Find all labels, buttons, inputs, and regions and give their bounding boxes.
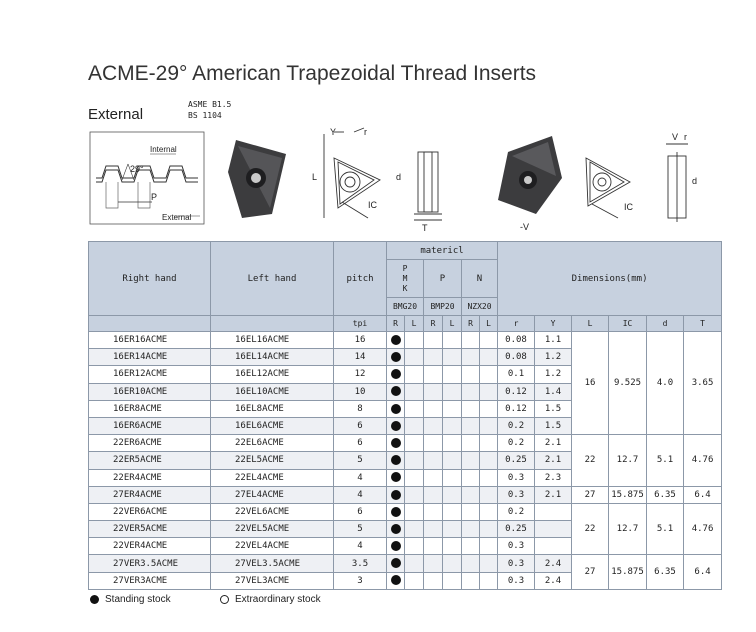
stock-grade2-r	[424, 417, 443, 434]
stock-grade1-l	[405, 521, 424, 538]
stock-grade1-r	[387, 572, 405, 589]
stock-grade2-r	[424, 538, 443, 555]
dim-y-value	[535, 521, 572, 538]
dim-l-value: 27	[572, 486, 609, 503]
stock-grade2-l	[443, 503, 462, 520]
legend-extraordinary-label: Extraordinary stock	[235, 594, 321, 605]
stock-grade2-r	[424, 521, 443, 538]
stock-grade3-r	[462, 486, 480, 503]
dim-y-value: 1.2	[535, 366, 572, 383]
dim-r-value: 0.3	[498, 469, 535, 486]
standing-stock-dot-icon	[391, 541, 401, 551]
pitch-tpi: 16	[334, 332, 387, 349]
stock-grade1-r	[387, 366, 405, 383]
left-hand-code: 27EL4ACME	[211, 486, 334, 503]
stock-grade3-r	[462, 417, 480, 434]
header-group-pmk: P M K	[387, 260, 424, 298]
table-row	[89, 332, 722, 349]
header-right-hand: Right hand	[89, 242, 211, 316]
left-hand-code: 27VEL3.5ACME	[211, 555, 334, 572]
dim-r-value: 0.3	[498, 486, 535, 503]
dim-ic-value: 12.7	[609, 503, 647, 555]
dim-t-value: 6.4	[684, 486, 722, 503]
stock-grade3-l	[480, 469, 498, 486]
angle-label: 29°	[130, 164, 144, 174]
stock-grade3-r	[462, 383, 480, 400]
stock-grade1-l	[405, 469, 424, 486]
dim-y-value: 2.4	[535, 555, 572, 572]
header-grade-bmp20: BMP20	[424, 298, 462, 316]
stock-grade1-r	[387, 521, 405, 538]
dim-y-value: 1.4	[535, 383, 572, 400]
header-grade-bmg20: BMG20	[387, 298, 424, 316]
pitch-tpi: 4	[334, 486, 387, 503]
dim-d-value: 6.35	[647, 486, 684, 503]
right-hand-code: 27ER4ACME	[89, 486, 211, 503]
header-pitch: pitch	[334, 242, 387, 316]
left-hand-code: 22VEL4ACME	[211, 538, 334, 555]
stock-grade1-r	[387, 469, 405, 486]
header-grade1-r: R	[387, 316, 405, 332]
pitch-tpi: 12	[334, 366, 387, 383]
header-dimensions: Dimensions(mm)	[498, 242, 722, 316]
stock-grade3-l	[480, 486, 498, 503]
dim-l-value: 16	[572, 332, 609, 435]
stock-grade3-r	[462, 366, 480, 383]
right-hand-code: 22VER5ACME	[89, 521, 211, 538]
stock-grade2-r	[424, 503, 443, 520]
stock-grade1-l	[405, 349, 424, 366]
left-hand-code: 16EL16ACME	[211, 332, 334, 349]
insert-photo-1	[228, 140, 286, 218]
left-hand-code: 16EL6ACME	[211, 417, 334, 434]
stock-grade3-r	[462, 572, 480, 589]
legend-standing-label: Standing stock	[105, 594, 171, 605]
dim-r-value: 0.1	[498, 366, 535, 383]
stock-grade3-l	[480, 435, 498, 452]
stock-grade1-l	[405, 503, 424, 520]
dim-l-value: 22	[572, 503, 609, 555]
dim-d-label: d	[396, 172, 402, 182]
dim-r-value: 0.3	[498, 555, 535, 572]
stock-grade2-r	[424, 400, 443, 417]
left-hand-code: 22EL5ACME	[211, 452, 334, 469]
stock-grade2-l	[443, 332, 462, 349]
stock-grade1-r	[387, 383, 405, 400]
dim-l-value: 22	[572, 435, 609, 487]
stock-grade2-r	[424, 486, 443, 503]
header-grade2-r: R	[424, 316, 443, 332]
right-hand-code: 16ER14ACME	[89, 349, 211, 366]
stock-grade1-l	[405, 435, 424, 452]
pitch-tpi: 8	[334, 400, 387, 417]
stock-grade2-r	[424, 383, 443, 400]
stock-grade3-l	[480, 383, 498, 400]
dim-y-value: 2.3	[535, 469, 572, 486]
table-row	[89, 486, 722, 503]
stock-grade2-r	[424, 452, 443, 469]
stock-grade1-l	[405, 400, 424, 417]
dim-r-value: 0.08	[498, 349, 535, 366]
right-hand-code: 22ER6ACME	[89, 435, 211, 452]
stock-grade2-l	[443, 417, 462, 434]
dim-d-value: 5.1	[647, 435, 684, 487]
header-tpi: tpi	[334, 316, 387, 332]
right-hand-code: 16ER16ACME	[89, 332, 211, 349]
standing-stock-dot-icon	[391, 352, 401, 362]
stock-grade1-r	[387, 538, 405, 555]
left-hand-code: 16EL14ACME	[211, 349, 334, 366]
dim-r-label-2: r	[684, 132, 687, 142]
dim-r-label: r	[364, 127, 367, 137]
stock-grade2-l	[443, 383, 462, 400]
left-hand-code: 16EL10ACME	[211, 383, 334, 400]
stock-grade3-r	[462, 452, 480, 469]
left-hand-code: 27VEL3ACME	[211, 572, 334, 589]
section-subtitle: External	[88, 106, 144, 123]
dim-ic-value: 15.875	[609, 486, 647, 503]
dim-l-value: 27	[572, 555, 609, 589]
table-row	[89, 435, 722, 452]
pitch-tpi: 4	[334, 538, 387, 555]
dim-y-value: 1.2	[535, 349, 572, 366]
right-hand-code: 16ER8ACME	[89, 400, 211, 417]
dim-d-value: 4.0	[647, 332, 684, 435]
stock-grade1-l	[405, 486, 424, 503]
insert-drawings	[88, 122, 728, 238]
header-material: matericl	[387, 242, 498, 260]
stock-grade3-r	[462, 521, 480, 538]
header-left-hand: Left hand	[211, 242, 334, 316]
dim-y-value	[535, 503, 572, 520]
stock-grade3-l	[480, 538, 498, 555]
header-blank-lh	[211, 316, 334, 332]
pitch-tpi: 3.5	[334, 555, 387, 572]
empty-circle-icon	[220, 595, 229, 604]
right-hand-code: 16ER6ACME	[89, 417, 211, 434]
standing-stock-dot-icon	[391, 369, 401, 379]
table-row	[89, 503, 722, 520]
dim-ic-label-2: IC	[624, 202, 633, 212]
filled-dot-icon	[90, 595, 99, 604]
stock-grade2-r	[424, 435, 443, 452]
dim-r-value: 0.12	[498, 383, 535, 400]
stock-grade1-r	[387, 435, 405, 452]
right-hand-code: 22ER5ACME	[89, 452, 211, 469]
dim-d-value: 5.1	[647, 503, 684, 555]
pitch-tpi: 6	[334, 417, 387, 434]
stock-grade2-r	[424, 572, 443, 589]
dim-y-value: 2.1	[535, 435, 572, 452]
stock-grade1-l	[405, 332, 424, 349]
dim-r-value: 0.12	[498, 400, 535, 417]
legend-standing	[90, 594, 171, 605]
stock-grade1-l	[405, 383, 424, 400]
stock-grade3-l	[480, 417, 498, 434]
header-grade-nzx20: NZX20	[462, 298, 498, 316]
standing-stock-dot-icon	[391, 455, 401, 465]
dim-y-value: 1.1	[535, 332, 572, 349]
stock-grade3-r	[462, 555, 480, 572]
right-hand-code: 16ER10ACME	[89, 383, 211, 400]
stock-grade3-l	[480, 349, 498, 366]
stock-grade1-l	[405, 417, 424, 434]
stock-grade2-l	[443, 469, 462, 486]
pitch-tpi: 3	[334, 572, 387, 589]
stock-grade3-l	[480, 503, 498, 520]
stock-grade1-l	[405, 452, 424, 469]
table-body	[89, 332, 722, 590]
stock-grade2-l	[443, 538, 462, 555]
dim-ic-value: 15.875	[609, 555, 647, 589]
right-hand-code: 22VER6ACME	[89, 503, 211, 520]
dim-r-value: 0.2	[498, 417, 535, 434]
stock-grade3-l	[480, 452, 498, 469]
stock-grade1-l	[405, 572, 424, 589]
v-label: -V	[520, 222, 529, 232]
stock-grade3-l	[480, 521, 498, 538]
dim-t-value: 4.76	[684, 503, 722, 555]
left-hand-code: 22VEL5ACME	[211, 521, 334, 538]
dim-y-value: 1.5	[535, 417, 572, 434]
pitch-tpi: 14	[334, 349, 387, 366]
stock-grade3-r	[462, 538, 480, 555]
pitch-tpi: 6	[334, 435, 387, 452]
stock-grade3-r	[462, 349, 480, 366]
stock-grade3-l	[480, 332, 498, 349]
header-dim-d: d	[647, 316, 684, 332]
header-dim-ic: IC	[609, 316, 647, 332]
standing-stock-dot-icon	[391, 558, 401, 568]
stock-grade3-r	[462, 332, 480, 349]
dim-ic-value: 9.525	[609, 332, 647, 435]
stock-grade1-r	[387, 417, 405, 434]
stock-grade2-l	[443, 486, 462, 503]
stock-grade2-l	[443, 452, 462, 469]
pitch-tpi: 6	[334, 503, 387, 520]
right-hand-code: 27VER3.5ACME	[89, 555, 211, 572]
stock-grade2-r	[424, 332, 443, 349]
header-blank-rh	[89, 316, 211, 332]
insert-drawing-2	[586, 144, 688, 222]
stock-grade1-r	[387, 400, 405, 417]
right-hand-code: 22ER4ACME	[89, 469, 211, 486]
dim-ic-value: 12.7	[609, 435, 647, 487]
insert-spec-table	[88, 241, 722, 590]
stock-grade2-r	[424, 366, 443, 383]
stock-grade3-l	[480, 572, 498, 589]
stock-grade2-l	[443, 521, 462, 538]
header-grade3-l: L	[480, 316, 498, 332]
standard-bs: BS 1104	[188, 111, 222, 120]
stock-grade2-l	[443, 572, 462, 589]
dim-y-value: 2.1	[535, 452, 572, 469]
stock-grade3-r	[462, 400, 480, 417]
standing-stock-dot-icon	[391, 335, 401, 345]
stock-grade1-l	[405, 555, 424, 572]
dim-r-value: 0.25	[498, 452, 535, 469]
left-hand-code: 22VEL6ACME	[211, 503, 334, 520]
dim-r-value: 0.25	[498, 521, 535, 538]
header-grade2-l: L	[443, 316, 462, 332]
stock-grade2-l	[443, 555, 462, 572]
pitch-tpi: 10	[334, 383, 387, 400]
dim-y-value: 2.1	[535, 486, 572, 503]
dim-d-label-2: d	[692, 176, 698, 186]
dim-t-value: 6.4	[684, 555, 722, 589]
dim-v-label-2: V	[672, 132, 679, 142]
stock-grade2-r	[424, 349, 443, 366]
header-grade3-r: R	[462, 316, 480, 332]
dim-y-value: 1.5	[535, 400, 572, 417]
stock-grade1-l	[405, 366, 424, 383]
header-grade1-l: L	[405, 316, 424, 332]
pitch-tpi: 5	[334, 452, 387, 469]
stock-grade3-l	[480, 366, 498, 383]
dim-r-value: 0.3	[498, 538, 535, 555]
header-group-p: P	[424, 260, 462, 298]
standards-list	[188, 99, 231, 121]
dim-t-value: 3.65	[684, 332, 722, 435]
stock-grade1-r	[387, 486, 405, 503]
stock-grade3-l	[480, 400, 498, 417]
stock-grade1-r	[387, 349, 405, 366]
page-title: ACME-29° American Trapezoidal Thread Inserts	[88, 62, 537, 85]
stock-grade3-l	[480, 555, 498, 572]
right-hand-code: 22VER4ACME	[89, 538, 211, 555]
stock-grade2-r	[424, 555, 443, 572]
stock-grade1-r	[387, 555, 405, 572]
dim-t-value: 4.76	[684, 435, 722, 487]
stock-grade2-r	[424, 469, 443, 486]
stock-grade3-r	[462, 503, 480, 520]
dim-y-value	[535, 538, 572, 555]
standing-stock-dot-icon	[391, 507, 401, 517]
dim-r-value: 0.2	[498, 503, 535, 520]
standing-stock-dot-icon	[391, 386, 401, 396]
standing-stock-dot-icon	[391, 490, 401, 500]
standing-stock-dot-icon	[391, 575, 401, 585]
right-hand-code: 27VER3ACME	[89, 572, 211, 589]
standing-stock-dot-icon	[391, 421, 401, 431]
dim-r-value: 0.2	[498, 435, 535, 452]
internal-label: Internal	[150, 145, 177, 154]
stock-grade3-r	[462, 435, 480, 452]
stock-grade2-l	[443, 366, 462, 383]
pitch-tpi: 4	[334, 469, 387, 486]
dim-l-label: L	[312, 172, 318, 182]
external-label: External	[162, 213, 192, 222]
stock-grade2-l	[443, 349, 462, 366]
header-dim-y: Y	[535, 316, 572, 332]
insert-drawing-1	[324, 128, 442, 220]
dim-ic-label: IC	[368, 200, 377, 210]
dim-r-value: 0.08	[498, 332, 535, 349]
stock-grade3-r	[462, 469, 480, 486]
header-dim-r: r	[498, 316, 535, 332]
table-row	[89, 555, 722, 572]
stock-grade2-l	[443, 400, 462, 417]
stock-grade2-l	[443, 435, 462, 452]
thread-profile-diagram	[90, 132, 204, 224]
dim-d-value: 6.35	[647, 555, 684, 589]
standing-stock-dot-icon	[391, 472, 401, 482]
stock-grade1-l	[405, 538, 424, 555]
standing-stock-dot-icon	[391, 438, 401, 448]
pitch-letter: P	[151, 192, 158, 202]
legend-extraordinary	[220, 594, 321, 605]
left-hand-code: 16EL8ACME	[211, 400, 334, 417]
insert-photo-2	[498, 136, 562, 214]
stock-grade1-r	[387, 332, 405, 349]
stock-grade1-r	[387, 452, 405, 469]
left-hand-code: 16EL12ACME	[211, 366, 334, 383]
header-dim-t: T	[684, 316, 722, 332]
header-dim-l: L	[572, 316, 609, 332]
left-hand-code: 22EL6ACME	[211, 435, 334, 452]
dim-t-label: T	[422, 223, 428, 233]
header-group-n: N	[462, 260, 498, 298]
standard-asme: ASME B1.5	[188, 100, 232, 109]
right-hand-code: 16ER12ACME	[89, 366, 211, 383]
standing-stock-dot-icon	[391, 524, 401, 534]
standing-stock-dot-icon	[391, 404, 401, 414]
pitch-tpi: 5	[334, 521, 387, 538]
dim-y-label: Y	[330, 127, 337, 137]
dim-y-value: 2.4	[535, 572, 572, 589]
left-hand-code: 22EL4ACME	[211, 469, 334, 486]
stock-grade1-r	[387, 503, 405, 520]
dim-r-value: 0.3	[498, 572, 535, 589]
